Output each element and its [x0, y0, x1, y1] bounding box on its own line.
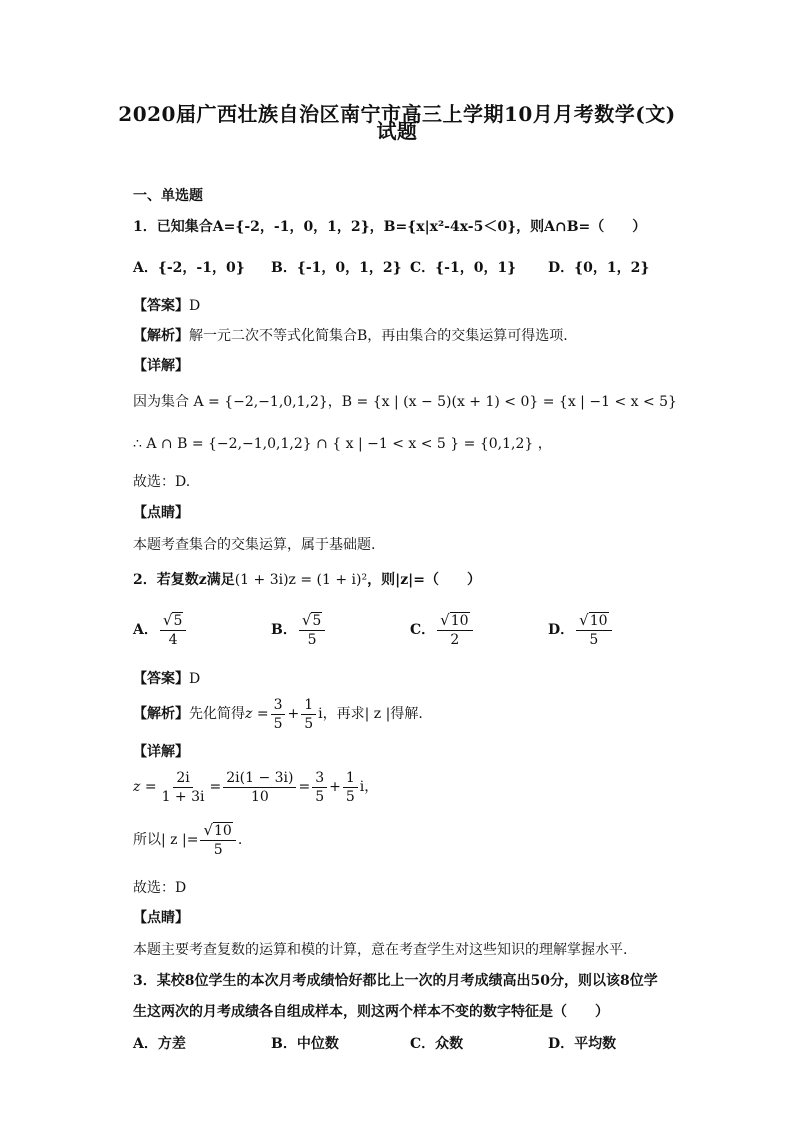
analysis-tag: 【解析】 [133, 328, 189, 344]
derivation-fraction-1 [159, 769, 208, 806]
q2-note: 本题主要考查复数的运算和模的计算，意在考查学生对这些知识的理解掌握水平. [133, 942, 628, 958]
q1-analysis [133, 326, 568, 346]
q1-option-d: D．{0，1，2} [548, 260, 650, 276]
fraction-denominator: 5 [315, 788, 325, 805]
q1-note: 本题考查集合的交集运算，属于基础题. [133, 537, 376, 553]
analysis-tag: 【解析】 [133, 706, 189, 722]
q2-option-a-fraction: $\frac{√5}{4}$ [160, 611, 186, 649]
answer-tag: 【答案】 [133, 671, 189, 687]
plus-sign: + [287, 706, 300, 722]
q2-option-b [271, 611, 327, 649]
q2-option-b-label: B． [271, 622, 297, 638]
q1-stem: 1．已知集合A={-2，-1，0，1，2}，B={x|x²-4x-5＜0}，则A∩B=（ ） [133, 219, 647, 235]
q1-detail-tag: 【详解】 [133, 358, 189, 374]
q2-option-a [133, 611, 188, 649]
analysis-fraction-2 [301, 696, 316, 733]
q3-option-b: B．中位数 [271, 1036, 339, 1052]
q1-option-b: B．{-1，0，1，2} [271, 260, 402, 276]
q2-option-a-numerator: 5 [173, 613, 183, 629]
q2-answer [133, 669, 200, 689]
doc-title-line1: 2020届广西壮族自治区南宁市高三上学期10月月考数学(文) [118, 102, 676, 126]
q2-option-c-label: C． [410, 622, 436, 638]
fraction-denominator: 5 [304, 715, 314, 732]
analysis-suffix: i，再求| z |得解. [318, 706, 423, 722]
q2-option-d-denominator: 5 [589, 632, 599, 648]
q3-option-d: D．平均数 [548, 1036, 617, 1052]
q2-option-b-numerator: 5 [312, 613, 322, 629]
answer-value: D [189, 671, 201, 687]
fraction-denominator: 5 [273, 715, 283, 732]
q2-option-d-fraction: $\frac{√10}{5}$ [576, 611, 611, 649]
fraction-denominator: 10 [250, 788, 269, 805]
analysis-text: 解一元二次不等式化简集合B，再由集合的交集运算可得选项. [189, 328, 568, 344]
result-prefix: 所以| z |= [133, 832, 199, 848]
fraction-denominator: 5 [345, 788, 355, 805]
fraction-numerator: 1 [343, 769, 358, 788]
fraction-numerator: 2i(1 − 3i) [223, 769, 296, 788]
q2-stem-prefix: 2．若复数z满足 [133, 572, 235, 588]
derivation-fraction-4 [343, 769, 358, 806]
q1-option-a: A．{-2，-1，0} [133, 260, 245, 276]
answer-value: D [189, 298, 201, 314]
q2-conclusion: 故选：D [133, 880, 187, 896]
result-denominator: 5 [213, 842, 223, 858]
q2-option-b-denominator: 5 [307, 632, 317, 648]
q2-detail-tag: 【详解】 [133, 744, 189, 760]
doc-title-line2: 试题 [376, 119, 418, 143]
derivation-fraction-3 [312, 769, 327, 806]
fraction-numerator: 1 [301, 696, 316, 715]
equals-sign: = [209, 779, 222, 795]
q2-option-d-label: D． [548, 622, 575, 638]
q3-option-a: A．方差 [133, 1036, 186, 1052]
q1-conclusion: 故选：D. [133, 474, 191, 490]
q2-option-a-denominator: 4 [168, 632, 178, 648]
q2-note-tag: 【点睛】 [133, 910, 189, 926]
q2-analysis [133, 694, 423, 734]
q2-stem-suffix: ，则|z|=（ ） [367, 572, 481, 588]
q1-note-tag: 【点睛】 [133, 505, 189, 521]
q2-stem-equation: (1 + 3i)z = (1 + i)² [234, 572, 368, 588]
q2-option-c-numerator: 10 [450, 613, 469, 629]
q2-result [133, 818, 242, 862]
q2-option-d-numerator: 10 [589, 613, 608, 629]
q2-option-a-label: A． [133, 622, 158, 638]
q2-stem [133, 570, 481, 590]
result-fraction: $\frac{√10}{5}$ [200, 821, 235, 859]
result-numerator: 10 [214, 823, 232, 839]
q1-step1: 因为集合 A = {−2,−1,0,1,2}，B = {x | (x − 5)(x + 1) < 0} = {x | −1 < x < 5} [133, 394, 677, 410]
derivation-fraction-2 [223, 769, 296, 806]
q2-option-c-fraction: $\frac{√10}{2}$ [437, 611, 472, 649]
q1-step2: ∴ A ∩ B = {−2,−1,0,1,2} ∩ { x | −1 < x < 5 } = {0,1,2} ， [133, 436, 552, 452]
q2-derivation [133, 767, 378, 807]
answer-tag: 【答案】 [133, 298, 189, 314]
equals-sign: = [298, 779, 311, 795]
fraction-numerator: 2i [173, 769, 192, 788]
analysis-prefix: 先化简得 [189, 706, 245, 722]
section-heading: 一、单选题 [133, 188, 203, 204]
result-tail: . [237, 832, 243, 848]
q3-stem-line1: 3．某校8位学生的本次月考成绩恰好都比上一次的月考成绩高出50分，则以该8位学 [133, 973, 658, 989]
q1-option-c: C．{-1，0，1} [410, 260, 517, 276]
analysis-eq-lhs: z = [245, 706, 269, 722]
plus-sign: + [329, 779, 341, 795]
q3-stem-line2: 生这两次的月考成绩各自组成样本，则这两个样本不变的数字特征是（ ） [133, 1004, 609, 1020]
q2-option-c [410, 611, 475, 649]
derivation-tail: i， [359, 779, 379, 795]
derivation-lhs: z = [133, 779, 157, 795]
fraction-numerator: 3 [271, 696, 286, 715]
q3-option-c: C．众数 [410, 1036, 464, 1052]
q1-answer [133, 296, 200, 316]
analysis-fraction-1 [271, 696, 286, 733]
fraction-numerator: 3 [312, 769, 327, 788]
q2-option-b-fraction: $\frac{√5}{5}$ [299, 611, 325, 649]
fraction-denominator: 1 + 3i [161, 788, 205, 805]
q2-option-c-denominator: 2 [450, 632, 460, 648]
q2-option-d [548, 611, 614, 649]
